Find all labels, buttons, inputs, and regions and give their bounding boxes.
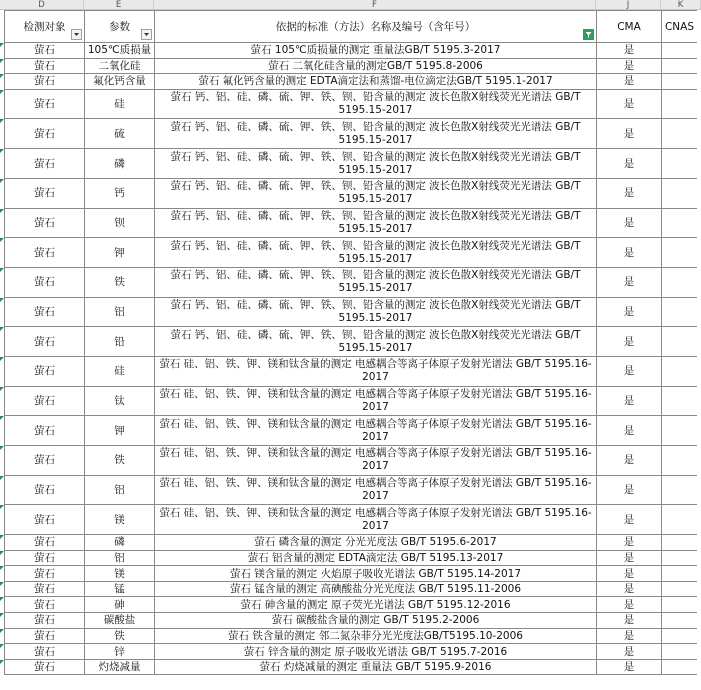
- cma-cell[interactable]: 是: [597, 446, 662, 476]
- cma-cell[interactable]: 是: [597, 581, 662, 597]
- cma-cell[interactable]: 是: [597, 74, 662, 90]
- row-marker: [0, 59, 4, 63]
- row-marker: [0, 238, 4, 242]
- standard-cell[interactable]: 萤石 硅、铝、铁、钾、镁和钛含量的测定 电感耦合等离子体原子发射光谱法 GB/T 5195.16-2017: [155, 505, 597, 535]
- cma-cell[interactable]: 是: [597, 597, 662, 613]
- cnas-cell[interactable]: [662, 416, 698, 446]
- param-cell[interactable]: 镁: [85, 566, 155, 582]
- table-row[interactable]: [5, 597, 698, 613]
- column-header-f[interactable]: F: [154, 0, 596, 10]
- column-header-e[interactable]: E: [84, 0, 154, 10]
- cma-cell[interactable]: 是: [597, 550, 662, 566]
- standard-cell[interactable]: 萤石 氟化钙含量的测定 EDTA滴定法和蒸馏-电位滴定法GB/T 5195.1-2017: [155, 74, 597, 90]
- table-row[interactable]: [5, 297, 698, 327]
- cma-cell[interactable]: 是: [597, 535, 662, 551]
- cnas-cell[interactable]: [662, 178, 698, 208]
- standard-cell[interactable]: 萤石 钙、铝、硅、磷、硫、钾、铁、钡、铅含量的测定 波长色散X射线荧光光谱法 GB/T 5195.15-2017: [155, 149, 597, 179]
- cnas-cell[interactable]: [662, 566, 698, 582]
- sheet-right-edge: [697, 10, 701, 690]
- table-row[interactable]: [5, 628, 698, 644]
- param-cell[interactable]: 105℃质损量: [85, 43, 155, 59]
- cnas-cell[interactable]: [662, 327, 698, 357]
- table-row[interactable]: [5, 238, 698, 268]
- param-cell[interactable]: 灼烧减量: [85, 659, 155, 675]
- cma-cell[interactable]: 是: [597, 659, 662, 675]
- param-cell[interactable]: 铅: [85, 327, 155, 357]
- object-cell[interactable]: 萤石: [5, 208, 85, 238]
- table-row[interactable]: [5, 119, 698, 149]
- standard-cell[interactable]: 萤石 铁含量的测定 邻二氮杂菲分光光度法GB/T5195.10-2006: [155, 628, 597, 644]
- header-row: [5, 11, 698, 43]
- object-cell[interactable]: 萤石: [5, 581, 85, 597]
- table-row[interactable]: [5, 43, 698, 59]
- cnas-cell[interactable]: [662, 659, 698, 675]
- cma-cell[interactable]: 是: [597, 267, 662, 297]
- cma-cell[interactable]: 是: [597, 297, 662, 327]
- row-marker: [0, 179, 4, 183]
- table-row[interactable]: [5, 267, 698, 297]
- object-cell[interactable]: 萤石: [5, 566, 85, 582]
- param-cell[interactable]: 硫: [85, 119, 155, 149]
- cma-cell[interactable]: 是: [597, 416, 662, 446]
- cnas-cell[interactable]: [662, 446, 698, 476]
- param-cell[interactable]: 钙: [85, 178, 155, 208]
- standard-cell[interactable]: 萤石 磷含量的测定 分光光度法 GB/T 5195.6-2017: [155, 535, 597, 551]
- table-row[interactable]: [5, 535, 698, 551]
- param-cell[interactable]: 硅: [85, 356, 155, 386]
- cnas-cell[interactable]: [662, 58, 698, 74]
- cma-cell[interactable]: 是: [597, 386, 662, 416]
- cnas-cell[interactable]: [662, 89, 698, 119]
- object-cell[interactable]: 萤石: [5, 550, 85, 566]
- standard-cell[interactable]: 萤石 砷含量的测定 原子荧光光谱法 GB/T 5195.12-2016: [155, 597, 597, 613]
- standard-cell[interactable]: 萤石 钙、铝、硅、磷、硫、钾、铁、钡、铅含量的测定 波长色散X射线荧光光谱法 GB/T 5195.15-2017: [155, 267, 597, 297]
- param-cell[interactable]: 锌: [85, 644, 155, 660]
- cma-cell[interactable]: 是: [597, 89, 662, 119]
- param-cell[interactable]: 钡: [85, 208, 155, 238]
- table-row[interactable]: [5, 566, 698, 582]
- cnas-cell[interactable]: [662, 297, 698, 327]
- object-cell[interactable]: 萤石: [5, 386, 85, 416]
- table-row[interactable]: [5, 327, 698, 357]
- param-cell[interactable]: 硅: [85, 89, 155, 119]
- standard-cell[interactable]: 萤石 二氧化硅含量的测定GB/T 5195.8-2006: [155, 58, 597, 74]
- cma-cell[interactable]: 是: [597, 178, 662, 208]
- filter-active-icon[interactable]: [583, 29, 594, 40]
- standard-cell[interactable]: 萤石 钙、铝、硅、磷、硫、钾、铁、钡、铅含量的测定 波长色散X射线荧光光谱法 GB/T 5195.15-2017: [155, 327, 597, 357]
- object-cell[interactable]: 萤石: [5, 475, 85, 505]
- object-cell[interactable]: 萤石: [5, 267, 85, 297]
- standard-cell[interactable]: 萤石 锰含量的测定 高碘酸盐分光光度法 GB/T 5195.11-2006: [155, 581, 597, 597]
- object-cell[interactable]: 萤石: [5, 535, 85, 551]
- row-marker: [0, 298, 4, 302]
- header-object-cell[interactable]: [5, 11, 85, 43]
- cma-cell[interactable]: 是: [597, 58, 662, 74]
- column-header-d[interactable]: D: [0, 0, 84, 10]
- row-marker: [0, 582, 4, 586]
- cma-cell[interactable]: 是: [597, 628, 662, 644]
- table-row[interactable]: [5, 613, 698, 629]
- cnas-cell[interactable]: [662, 386, 698, 416]
- cma-cell[interactable]: 是: [597, 356, 662, 386]
- header-cma-cell[interactable]: CMA: [597, 11, 662, 43]
- header-object-label: 检测对象: [23, 20, 66, 33]
- cnas-cell[interactable]: [662, 119, 698, 149]
- standard-cell[interactable]: 萤石 铝含量的测定 EDTA滴定法 GB/T 5195.13-2017: [155, 550, 597, 566]
- object-cell[interactable]: 萤石: [5, 416, 85, 446]
- row-marker: [0, 268, 4, 272]
- param-cell[interactable]: 砷: [85, 597, 155, 613]
- table-row[interactable]: [5, 446, 698, 476]
- row-marker: [0, 149, 4, 153]
- param-cell[interactable]: 碳酸盐: [85, 613, 155, 629]
- table-row[interactable]: [5, 581, 698, 597]
- standard-cell[interactable]: 萤石 硅、铝、铁、钾、镁和钛含量的测定 电感耦合等离子体原子发射光谱法 GB/T 5195.16-2017: [155, 416, 597, 446]
- param-cell[interactable]: 锰: [85, 581, 155, 597]
- table-row[interactable]: [5, 178, 698, 208]
- standard-cell[interactable]: 萤石 钙、铝、硅、磷、硫、钾、铁、钡、铅含量的测定 波长色散X射线荧光光谱法 GB/T 5195.15-2017: [155, 238, 597, 268]
- standard-cell[interactable]: 萤石 钙、铝、硅、磷、硫、钾、铁、钡、铅含量的测定 波长色散X射线荧光光谱法 GB/T 5195.15-2017: [155, 178, 597, 208]
- header-standard-label: 依据的标准（方法）名称及编号（含年号）: [275, 20, 476, 33]
- table-row[interactable]: [5, 149, 698, 179]
- column-header-k[interactable]: K: [661, 0, 701, 10]
- object-cell[interactable]: 萤石: [5, 238, 85, 268]
- cnas-cell[interactable]: [662, 550, 698, 566]
- row-marker: [0, 43, 4, 47]
- object-cell[interactable]: 萤石: [5, 356, 85, 386]
- standard-cell[interactable]: 萤石 钙、铝、硅、磷、硫、钾、铁、钡、铅含量的测定 波长色散X射线荧光光谱法 GB/T 5195.15-2017: [155, 208, 597, 238]
- param-cell[interactable]: 铁: [85, 267, 155, 297]
- cma-cell[interactable]: 是: [597, 505, 662, 535]
- table-row[interactable]: [5, 475, 698, 505]
- object-cell[interactable]: 萤石: [5, 628, 85, 644]
- cma-cell[interactable]: 是: [597, 644, 662, 660]
- header-param-label: 参数: [109, 20, 130, 33]
- table-row[interactable]: [5, 644, 698, 660]
- param-cell[interactable]: 钾: [85, 416, 155, 446]
- cnas-cell[interactable]: [662, 597, 698, 613]
- cnas-cell[interactable]: [662, 149, 698, 179]
- object-cell[interactable]: 萤石: [5, 297, 85, 327]
- row-marker: [0, 416, 4, 420]
- cma-cell[interactable]: 是: [597, 475, 662, 505]
- cnas-cell[interactable]: [662, 644, 698, 660]
- header-param-cell[interactable]: [85, 11, 155, 43]
- cnas-cell[interactable]: [662, 628, 698, 644]
- param-cell[interactable]: 氟化钙含量: [85, 74, 155, 90]
- row-marker: [0, 535, 4, 539]
- param-cell[interactable]: 铁: [85, 628, 155, 644]
- row-marker: [0, 629, 4, 633]
- table-row[interactable]: [5, 208, 698, 238]
- row-marker: [0, 74, 4, 78]
- table-row[interactable]: [5, 58, 698, 74]
- standard-cell[interactable]: 萤石 105℃质损量的测定 重量法GB/T 5195.3-2017: [155, 43, 597, 59]
- cnas-cell[interactable]: [662, 475, 698, 505]
- row-marker: [0, 387, 4, 391]
- object-cell[interactable]: 萤石: [5, 89, 85, 119]
- row-marker: [0, 90, 4, 94]
- column-header-j[interactable]: J: [596, 0, 661, 10]
- cma-cell[interactable]: 是: [597, 208, 662, 238]
- object-cell[interactable]: 萤石: [5, 644, 85, 660]
- object-cell[interactable]: 萤石: [5, 74, 85, 90]
- cnas-cell[interactable]: [662, 505, 698, 535]
- filter-dropdown-icon[interactable]: [71, 29, 82, 40]
- param-cell[interactable]: 二氧化硅: [85, 58, 155, 74]
- standard-cell[interactable]: 萤石 碳酸盐含量的测定 GB/T 5195.2-2006: [155, 613, 597, 629]
- row-marker: [0, 597, 4, 601]
- cnas-cell[interactable]: [662, 43, 698, 59]
- param-cell[interactable]: 磷: [85, 535, 155, 551]
- object-cell[interactable]: 萤石: [5, 149, 85, 179]
- standard-cell[interactable]: 萤石 硅、铝、铁、钾、镁和钛含量的测定 电感耦合等离子体原子发射光谱法 GB/T 5195.16-2017: [155, 356, 597, 386]
- param-cell[interactable]: 铝: [85, 475, 155, 505]
- cma-cell[interactable]: 是: [597, 119, 662, 149]
- object-cell[interactable]: 萤石: [5, 58, 85, 74]
- param-cell[interactable]: 磷: [85, 149, 155, 179]
- object-cell[interactable]: 萤石: [5, 505, 85, 535]
- object-cell[interactable]: 萤石: [5, 119, 85, 149]
- param-cell[interactable]: 铁: [85, 446, 155, 476]
- object-cell[interactable]: 萤石: [5, 613, 85, 629]
- table-row[interactable]: [5, 74, 698, 90]
- header-cnas-cell[interactable]: CNAS: [662, 11, 698, 43]
- object-cell[interactable]: 萤石: [5, 43, 85, 59]
- row-marker: [0, 566, 4, 570]
- param-cell[interactable]: 钾: [85, 238, 155, 268]
- cnas-cell[interactable]: [662, 613, 698, 629]
- row-marker: [0, 505, 4, 509]
- object-cell[interactable]: 萤石: [5, 178, 85, 208]
- cma-cell[interactable]: 是: [597, 327, 662, 357]
- row-marker: [0, 613, 4, 617]
- row-marker: [0, 660, 4, 664]
- table-row[interactable]: [5, 416, 698, 446]
- cnas-cell[interactable]: [662, 208, 698, 238]
- cnas-cell[interactable]: [662, 581, 698, 597]
- cma-cell[interactable]: 是: [597, 566, 662, 582]
- cnas-cell[interactable]: [662, 238, 698, 268]
- filter-dropdown-icon[interactable]: [141, 29, 152, 40]
- standard-cell[interactable]: 萤石 硅、铝、铁、钾、镁和钛含量的测定 电感耦合等离子体原子发射光谱法 GB/T 5195.16-2017: [155, 475, 597, 505]
- row-marker: [0, 209, 4, 213]
- cnas-cell[interactable]: [662, 74, 698, 90]
- standard-cell[interactable]: 萤石 钙、铝、硅、磷、硫、钾、铁、钡、铅含量的测定 波长色散X射线荧光光谱法 GB/T 5195.15-2017: [155, 297, 597, 327]
- row-marker: [0, 327, 4, 331]
- row-marker: [0, 119, 4, 123]
- row-marker: [0, 446, 4, 450]
- standard-cell[interactable]: 萤石 镁含量的测定 火焰原子吸收光谱法 GB/T 5195.14-2017: [155, 566, 597, 582]
- standard-cell[interactable]: 萤石 钙、铝、硅、磷、硫、钾、铁、钡、铅含量的测定 波长色散X射线荧光光谱法 GB/T 5195.15-2017: [155, 89, 597, 119]
- standard-cell[interactable]: 萤石 灼烧减量的测定 重量法 GB/T 5195.9-2016: [155, 659, 597, 675]
- cma-cell[interactable]: 是: [597, 238, 662, 268]
- table-row[interactable]: [5, 659, 698, 675]
- standard-cell[interactable]: 萤石 硅、铝、铁、钾、镁和钛含量的测定 电感耦合等离子体原子发射光谱法 GB/T 5195.16-2017: [155, 386, 597, 416]
- cma-cell[interactable]: 是: [597, 613, 662, 629]
- standard-cell[interactable]: 萤石 钙、铝、硅、磷、硫、钾、铁、钡、铅含量的测定 波长色散X射线荧光光谱法 GB/T 5195.15-2017: [155, 119, 597, 149]
- header-standard-cell[interactable]: [155, 11, 597, 43]
- table-row[interactable]: [5, 386, 698, 416]
- cma-cell[interactable]: 是: [597, 149, 662, 179]
- param-cell[interactable]: 铝: [85, 550, 155, 566]
- cnas-cell[interactable]: [662, 267, 698, 297]
- cnas-cell[interactable]: [662, 356, 698, 386]
- cnas-cell[interactable]: [662, 535, 698, 551]
- standard-cell[interactable]: 萤石 锌含量的测定 原子吸收光谱法 GB/T 5195.7-2016: [155, 644, 597, 660]
- param-cell[interactable]: 钛: [85, 386, 155, 416]
- table-row[interactable]: [5, 550, 698, 566]
- row-marker: [0, 644, 4, 648]
- row-marker: [0, 476, 4, 480]
- table-row[interactable]: [5, 505, 698, 535]
- object-cell[interactable]: 萤石: [5, 597, 85, 613]
- param-cell[interactable]: 镁: [85, 505, 155, 535]
- cma-cell[interactable]: 是: [597, 43, 662, 59]
- standard-cell[interactable]: 萤石 硅、铝、铁、钾、镁和钛含量的测定 电感耦合等离子体原子发射光谱法 GB/T 5195.16-2017: [155, 446, 597, 476]
- object-cell[interactable]: 萤石: [5, 446, 85, 476]
- row-marker: [0, 551, 4, 555]
- object-cell[interactable]: 萤石: [5, 659, 85, 675]
- object-cell[interactable]: 萤石: [5, 327, 85, 357]
- data-table: [4, 10, 698, 675]
- table-row[interactable]: [5, 356, 698, 386]
- row-marker: [0, 357, 4, 361]
- table-row[interactable]: [5, 89, 698, 119]
- param-cell[interactable]: 铝: [85, 297, 155, 327]
